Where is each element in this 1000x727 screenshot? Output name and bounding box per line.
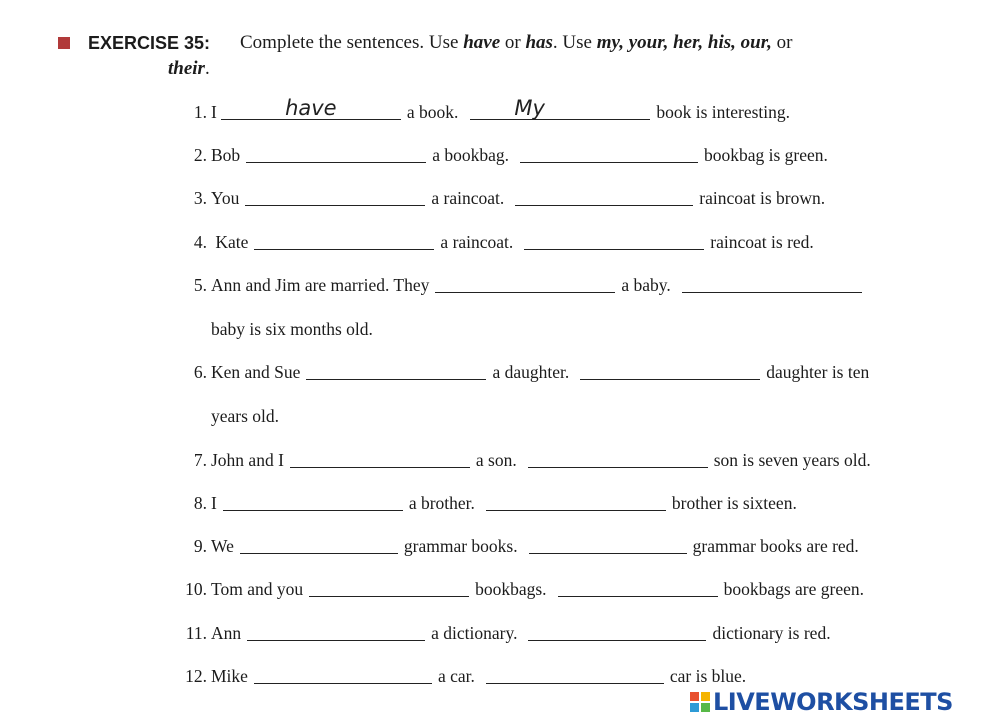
answer-blank-5b[interactable] xyxy=(682,274,862,293)
answer-blank-12b[interactable] xyxy=(486,665,664,684)
logo-square xyxy=(701,692,710,701)
answer-blank-6a[interactable] xyxy=(306,361,486,380)
answer-blank-2b[interactable] xyxy=(520,144,698,163)
answer-blank-12a[interactable] xyxy=(254,665,432,684)
liveworksheets-logo xyxy=(690,687,953,717)
answer-blank-2a[interactable] xyxy=(246,144,426,163)
sentence-8: 8. I a brother. brother is sixteen. xyxy=(193,493,797,513)
sentence-10: 10. Tom and you bookbags. bookbags are green. xyxy=(185,579,864,599)
answer-blank-1a[interactable] xyxy=(221,96,401,120)
answer-blank-10b[interactable] xyxy=(558,578,718,597)
answer-blank-3a[interactable] xyxy=(245,187,425,206)
sentence-12: 12. Mike a car. car is blue. xyxy=(185,666,747,686)
liveworksheets-logo-icon xyxy=(690,692,710,712)
answer-blank-9b[interactable] xyxy=(529,535,687,554)
answer-blank-9a[interactable] xyxy=(240,535,398,554)
answer-blank-6b[interactable] xyxy=(580,361,760,380)
sentence-7: 7. John and I a son. son is seven years old. xyxy=(193,450,871,470)
answer-text: My xyxy=(514,96,545,120)
answer-blank-10a[interactable] xyxy=(309,578,469,597)
answer-blank-1b[interactable] xyxy=(470,96,650,120)
logo-square xyxy=(701,703,710,712)
sentence-5-continuation: baby is six months old. xyxy=(211,319,373,339)
sentence-2: 2. Bob a bookbag. bookbag is green. xyxy=(193,145,828,165)
answer-blank-11b[interactable] xyxy=(528,622,706,641)
answer-blank-4a[interactable] xyxy=(254,231,434,250)
logo-square xyxy=(690,703,699,712)
logo-square xyxy=(690,692,699,701)
exercise-title: EXERCISE 35: xyxy=(88,33,211,53)
subject-1: I xyxy=(211,102,217,122)
sentence-4: 4. Kate a raincoat. raincoat is red. xyxy=(193,232,814,252)
answer-blank-7a[interactable] xyxy=(290,449,470,468)
answer-blank-5a[interactable] xyxy=(435,274,615,293)
logo-text: LIVEWORKSHEETS xyxy=(713,688,953,716)
sentence-6-continuation: years old. xyxy=(211,406,280,426)
answer-blank-8a[interactable] xyxy=(223,492,403,511)
sentence-11: 11. Ann a dictionary. dictionary is red. xyxy=(185,623,831,643)
sentence-6: 6. Ken and Sue a daughter. daughter is ten xyxy=(193,362,870,382)
answer-blank-3b[interactable] xyxy=(515,187,693,206)
answer-blank-8b[interactable] xyxy=(486,492,666,511)
square-bullet-icon xyxy=(58,37,70,49)
sentence-5: 5. Ann and Jim are married. They a baby. xyxy=(170,272,868,298)
answer-blank-7b[interactable] xyxy=(528,449,708,468)
answer-blank-11a[interactable] xyxy=(247,622,425,641)
instructions-line-1: Complete the sentences. Use have or has. Use my, your, her, his, our, or xyxy=(240,32,793,53)
sentence-1: 1. I have a book. My book is interesting. xyxy=(193,96,791,122)
instructions-line-2: their. xyxy=(168,58,210,79)
sentence-9: 9. We grammar books. grammar books are red. xyxy=(193,536,859,556)
answer-blank-4b[interactable] xyxy=(524,231,704,250)
sentence-3: 3. You a raincoat. raincoat is brown. xyxy=(193,188,826,208)
answer-text: have xyxy=(285,96,337,120)
